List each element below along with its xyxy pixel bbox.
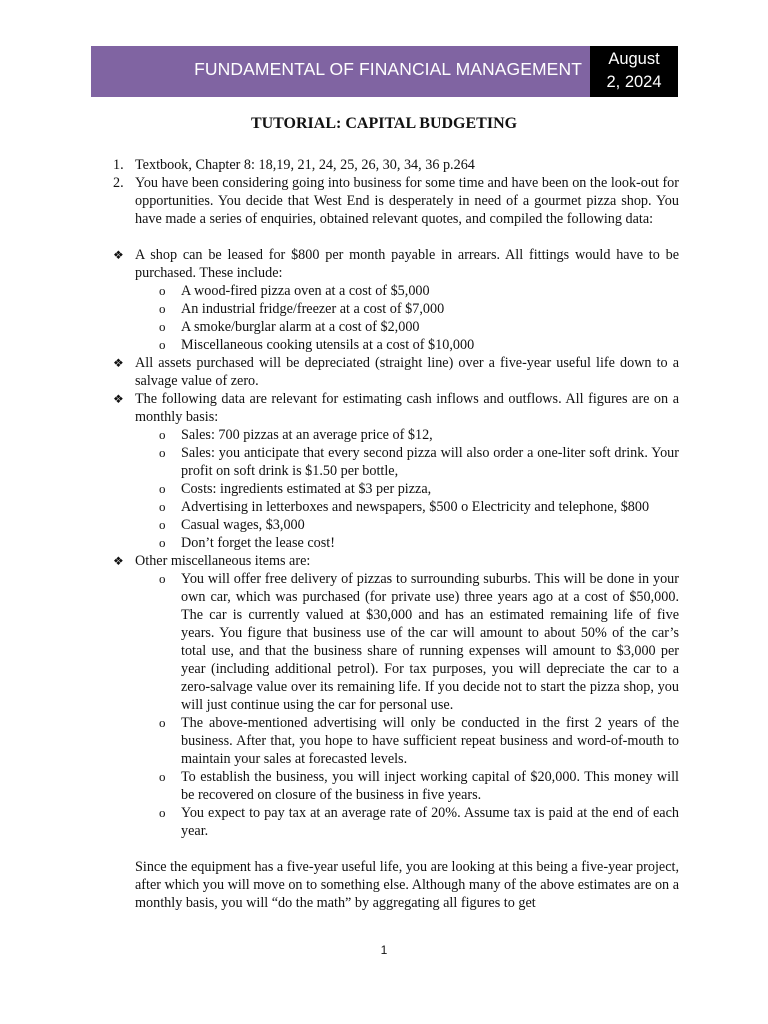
- circle-bullet-icon: o: [159, 283, 166, 298]
- sub-item-text: A wood-fired pizza oven at a cost of $5,000: [181, 283, 430, 299]
- header-date-line1: August: [608, 50, 660, 68]
- bullet-text: All assets purchased will be depreciated (straight line) over a five-year useful life down to a salvage value of zero.: [135, 355, 679, 389]
- circle-bullet-icon: o: [159, 715, 166, 730]
- diamond-bullet-icon: ❖: [113, 392, 124, 406]
- sub-item-text: Costs: ingredients estimated at $3 per pizza,: [181, 481, 432, 497]
- closing-paragraph: Since the equipment has a five-year useful life, you are looking at this being a five-year project, after which you will move on to something else. Although many of the above estimates are on a monthly basis, you will “do the math” by aggregating all figures to get: [135, 859, 679, 911]
- diamond-bullet-icon: ❖: [113, 356, 124, 370]
- sub-item: [159, 426, 679, 444]
- diamond-bullet-item: [113, 390, 679, 426]
- header-title: FUNDAMENTAL OF FINANCIAL MANAGEMENT: [194, 59, 582, 79]
- item-number: 2.: [113, 175, 124, 191]
- sub-item: [159, 318, 679, 336]
- diamond-bullet-icon: ❖: [113, 554, 124, 568]
- sub-item-text: The above-mentioned advertising will only be conducted in the first 2 years of the business. After that, you hope to have sufficient repeat business and word-of-mouth to maintain your sales at forecasted levels.: [181, 715, 679, 767]
- circle-bullet-icon: o: [159, 571, 166, 586]
- sub-item: [159, 768, 679, 804]
- sub-item-text: You expect to pay tax at an average rate of 20%. Assume tax is paid at the end of each year.: [181, 805, 679, 839]
- sub-item-text: Casual wages, $3,000: [181, 517, 305, 533]
- numbered-item: [113, 156, 679, 174]
- item-number: 1.: [113, 157, 124, 173]
- sub-item-text: Advertising in letterboxes and newspapers, $500 o Electricity and telephone, $800: [181, 499, 650, 515]
- circle-bullet-icon: o: [159, 337, 166, 352]
- sub-item-text: A smoke/burglar alarm at a cost of $2,000: [181, 319, 420, 335]
- sub-item: [159, 336, 679, 354]
- diamond-bullet-item: [113, 354, 679, 390]
- numbered-item: [113, 174, 679, 228]
- bullet-text: The following data are relevant for estimating cash inflows and outflows. All figures are on a monthly basis:: [135, 391, 679, 425]
- circle-bullet-icon: o: [159, 301, 166, 316]
- diamond-bullet-item: [113, 246, 679, 282]
- sub-item-text: Miscellaneous cooking utensils at a cost of $10,000: [181, 337, 475, 353]
- bullet-text: A shop can be leased for $800 per month payable in arrears. All fittings would have to be purchased. These include:: [135, 247, 679, 281]
- diamond-bullet-item: [113, 552, 679, 570]
- item-text: Textbook, Chapter 8: 18,19, 21, 24, 25, 26, 30, 34, 36 p.264: [135, 157, 475, 173]
- sub-item-text: You will offer free delivery of pizzas to surrounding suburbs. This will be done in your own car, which was purchased (for private use) three years ago at a cost of $50,000. The car is currently valued at $30,000 and has an estimated remaining life of five years. You figure that business use of the car will amount to about 50% of the car’s total use, and that the business share of running expenses will amount to $3,000 per year (including additional petrol). For tax purposes, you will depreciate the car to a zero-salvage value over its remaining life. If you decide not to start the pizza shop, you will just continue using the car for personal use.: [181, 571, 679, 713]
- circle-bullet-icon: o: [159, 481, 166, 496]
- sub-item: [159, 516, 679, 534]
- page-number: 1: [380, 943, 388, 957]
- sub-item: [159, 300, 679, 318]
- circle-bullet-icon: o: [159, 499, 166, 514]
- sub-item: [159, 480, 679, 498]
- sub-item-text: Sales: you anticipate that every second pizza will also order a one-liter soft drink. Your profit on soft drink is $1.50 per bottle,: [181, 445, 679, 479]
- item-text: You have been considering going into business for some time and have been on the look-out for opportunities. You decide that West End is desperately in need of a gourmet pizza shop. You have made a series of enquiries, obtained relevant quotes, and compiled the following data:: [135, 175, 679, 227]
- document-body: [113, 156, 679, 912]
- sub-item: [159, 282, 679, 300]
- sub-item-text: Sales: 700 pizzas at an average price of $12,: [181, 427, 433, 443]
- sub-item: [159, 714, 679, 768]
- sub-item: [159, 444, 679, 480]
- header-band: [91, 46, 590, 97]
- page-header: [91, 46, 678, 97]
- diamond-bullet-icon: ❖: [113, 248, 124, 262]
- sub-item: [159, 534, 679, 552]
- header-date: [590, 46, 678, 97]
- circle-bullet-icon: o: [159, 319, 166, 334]
- circle-bullet-icon: o: [159, 427, 166, 442]
- sub-item-text: To establish the business, you will inject working capital of $20,000. This money will be recovered on closure of the business in five years.: [181, 769, 679, 803]
- header-date-line2: 2, 2024: [606, 73, 662, 91]
- sub-item: [159, 804, 679, 840]
- circle-bullet-icon: o: [159, 517, 166, 532]
- document-title: TUTORIAL: CAPITAL BUDGETING: [250, 115, 518, 132]
- circle-bullet-icon: o: [159, 805, 166, 820]
- sub-item-text: An industrial fridge/freezer at a cost of $7,000: [181, 301, 445, 317]
- sub-item: [159, 498, 679, 516]
- circle-bullet-icon: o: [159, 769, 166, 784]
- circle-bullet-icon: o: [159, 535, 166, 550]
- sub-item: [159, 570, 679, 714]
- sub-item-text: Don’t forget the lease cost!: [181, 535, 335, 551]
- circle-bullet-icon: o: [159, 445, 166, 460]
- bullet-text: Other miscellaneous items are:: [135, 553, 311, 569]
